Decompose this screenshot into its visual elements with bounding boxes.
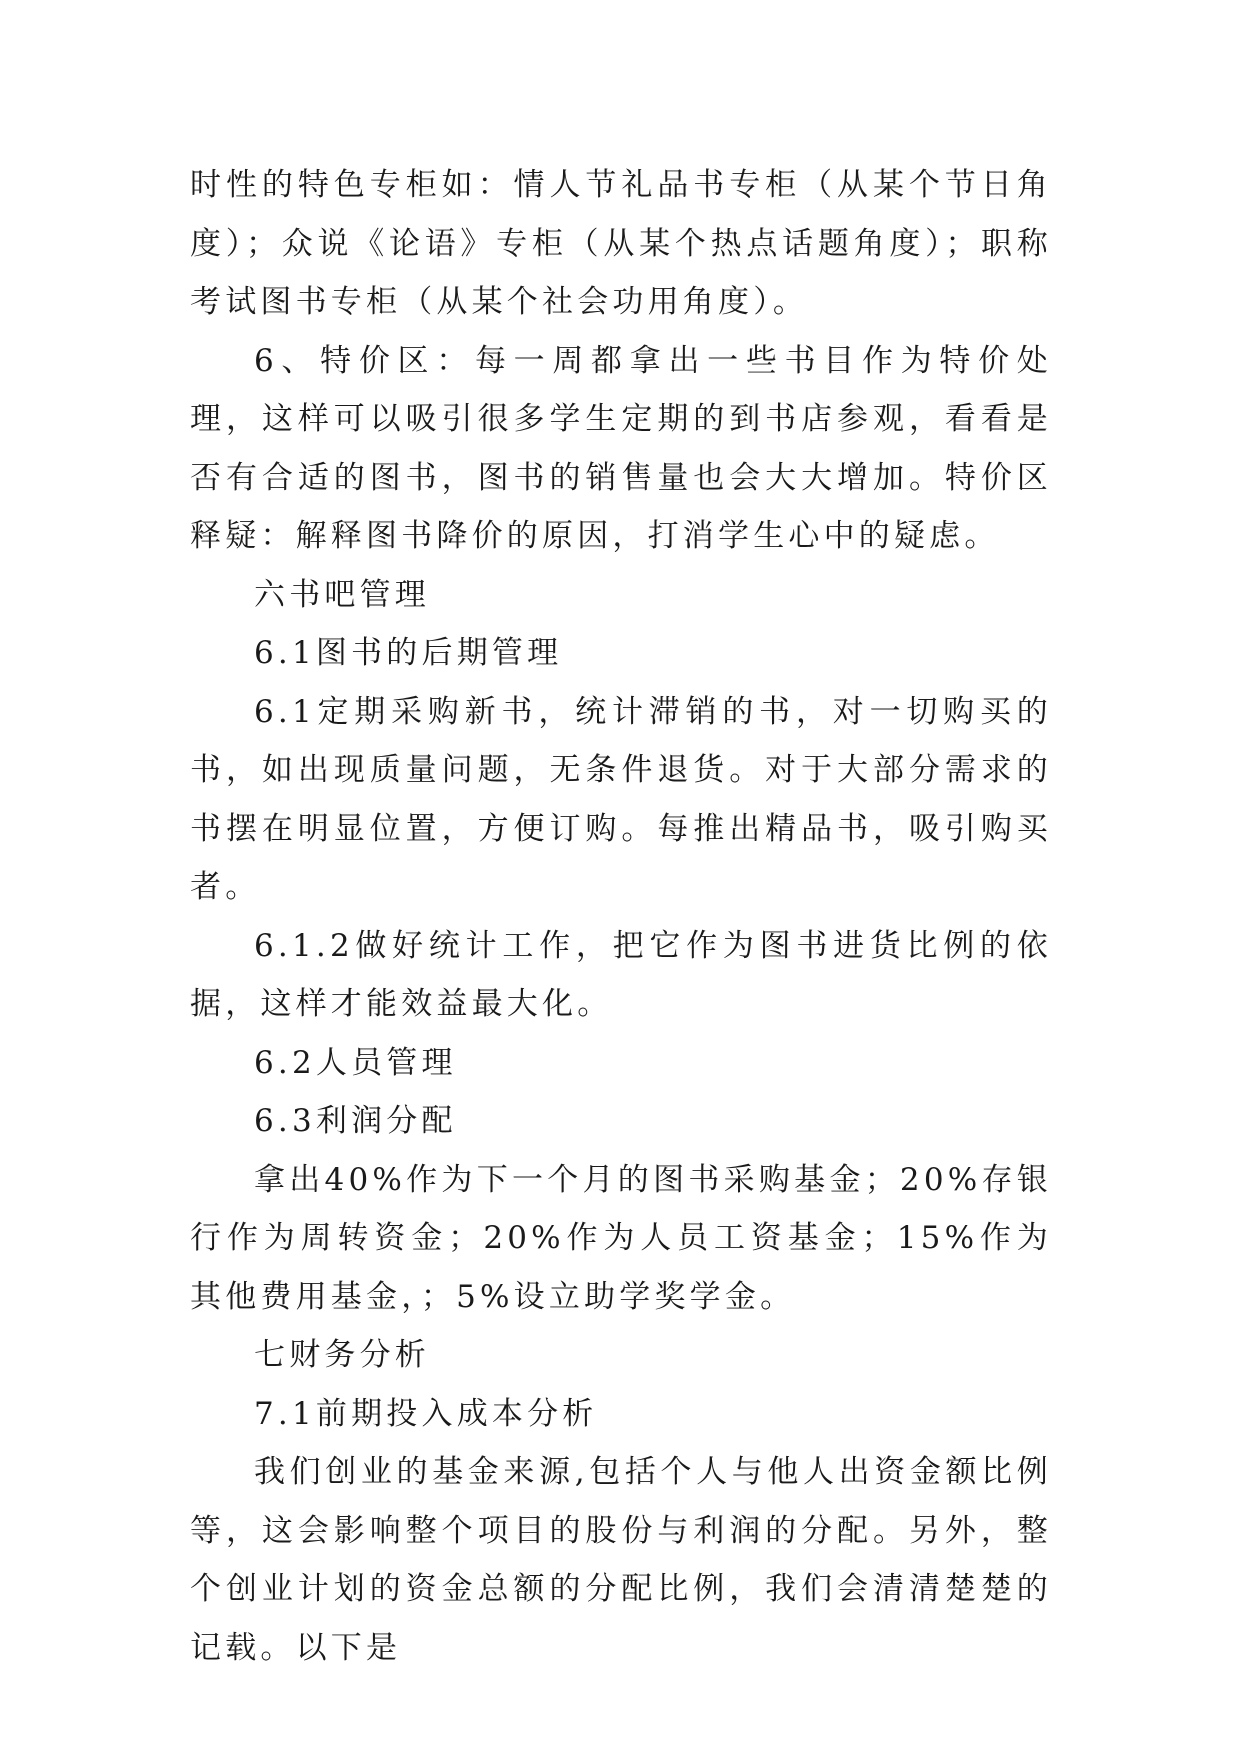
heading-bookbar-management: 六书吧管理 — [254, 576, 430, 613]
document-body — [190, 156, 1052, 1677]
heading-financial-analysis: 七财务分析 — [254, 1337, 430, 1373]
paragraph-special-counters: 时性的特色专柜如：情人节礼品书专柜（从某个节日角度）；众说《论语》专柜（从某个热点话题角度）；职称考试图书专柜（从某个社会功用角度）。 — [190, 167, 1052, 320]
paragraph-discount-zone: 6、特价区：每一周都拿出一些书目作为特价处理，这样可以吸引很多学生定期的到书店参观，看看是否有合适的图书，图书的销售量也会大大增加。特价区释疑：解释图书降价的原因，打消学生心中的疑虑。 — [190, 342, 1052, 554]
heading-profit-distribution: 6.3利润分配 — [254, 1103, 457, 1139]
paragraph-purchase-new-books: 6.1定期采购新书，统计滞销的书，对一切购买的书，如出现质量问题，无条件退货。对于大部分需求的书摆在明显位置，方便订购。每推出精品书，吸引购买者。 — [190, 693, 1052, 905]
paragraph-funding-sources: 我们创业的基金来源,包括个人与他人出资金额比例等，这会影响整个项目的股份与利润的分配。另外，整个创业计划的资金总额的分配比例，我们会清清楚楚的记载。以下是 — [190, 1454, 1052, 1666]
heading-staff-management: 6.2人员管理 — [254, 1044, 457, 1081]
heading-initial-cost-analysis: 7.1前期投入成本分析 — [254, 1395, 598, 1432]
heading-book-later-management: 6.1图书的后期管理 — [254, 635, 563, 671]
paragraph-statistics-work: 6.1.2做好统计工作，把它作为图书进货比例的依据，这样才能效益最大化。 — [190, 927, 1052, 1022]
paragraph-profit-allocation: 拿出40%作为下一个月的图书采购基金；20%存银行作为周转资金；20%作为人员工资基金；15%作为其他费用基金，；5%设立助学奖学金。 — [190, 1161, 1052, 1315]
